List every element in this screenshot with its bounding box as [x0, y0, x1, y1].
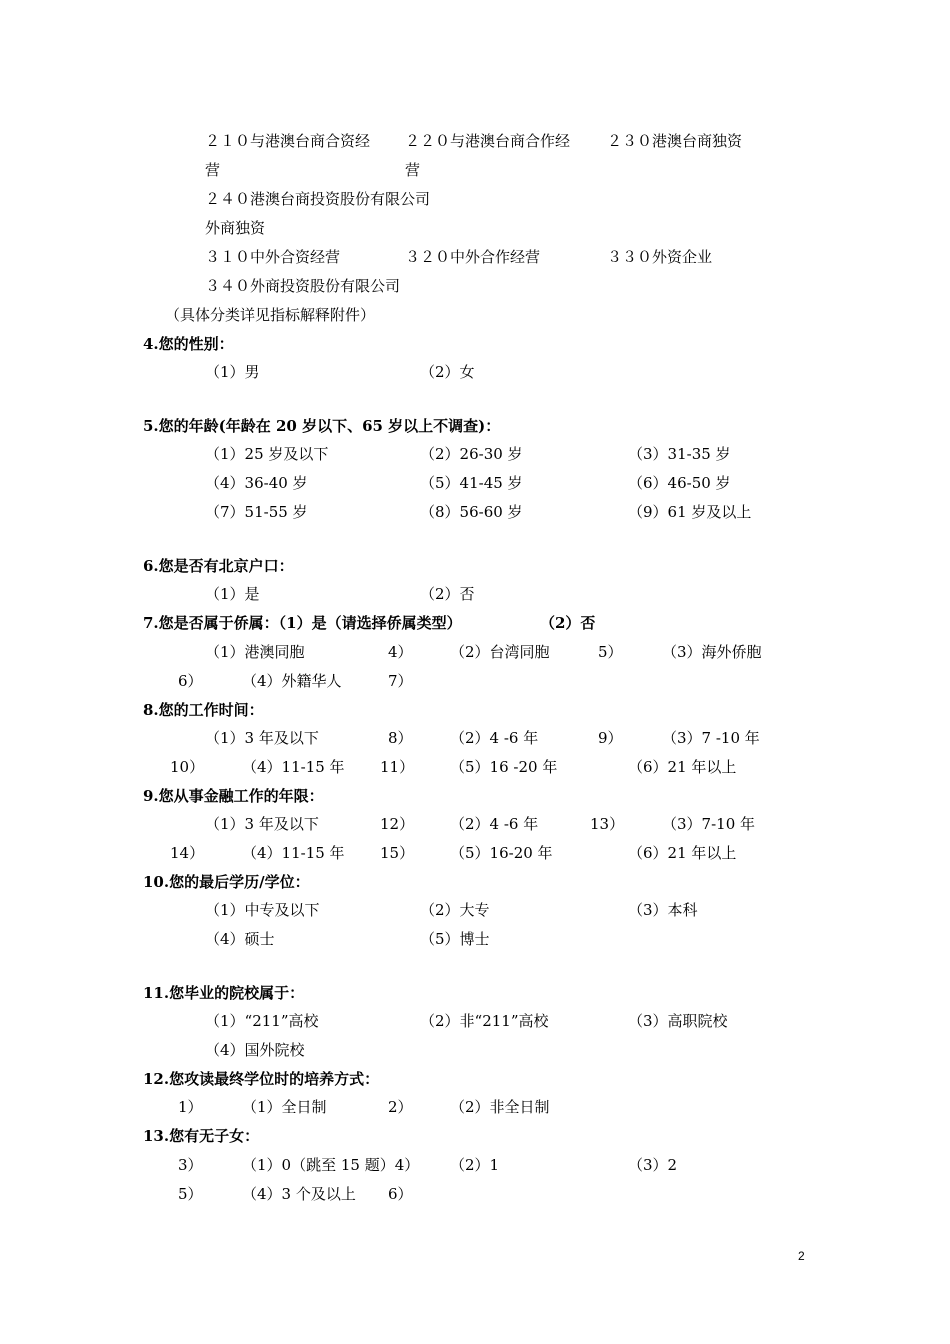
q13-marker: 5） [178, 1185, 203, 1203]
q8-marker: 8） [388, 729, 413, 747]
q5-option: （5）41-45 岁 [420, 474, 523, 492]
q8-option: （4）11-15 年 [242, 758, 345, 776]
code-340: ３４０外商投资股份有限公司 [205, 277, 401, 295]
q12-marker: 1） [178, 1098, 203, 1116]
q11-option: （3）高职院校 [628, 1012, 728, 1030]
q7-option: （2）台湾同胞 [450, 643, 550, 661]
q7-title: 7.您是否属于侨属：（1）是（请选择侨属类型） [143, 614, 462, 632]
q5-option: （6）46-50 岁 [628, 474, 731, 492]
q6-option: （2）否 [420, 585, 475, 603]
q8-marker: 11） [380, 758, 415, 776]
q11-title: 11.您毕业的院校属于： [143, 984, 305, 1002]
code-230: ２３０港澳台商独资 [607, 132, 743, 150]
q13-title: 13.您有无子女： [143, 1127, 260, 1145]
q11-option: （2）非“211”高校 [420, 1012, 549, 1030]
q9-option: （5）16-20 年 [450, 844, 553, 862]
q11-option: （4）国外院校 [205, 1041, 305, 1059]
q6-title: 6.您是否有北京户口： [143, 557, 294, 575]
q10-title: 10.您的最后学历/学位： [143, 873, 310, 891]
q5-option: （4）36-40 岁 [205, 474, 308, 492]
q5-option: （1）25 岁及以下 [205, 445, 329, 463]
q9-marker: 13） [590, 815, 625, 833]
q8-option: （1）3 年及以下 [205, 729, 319, 747]
q13-option: （4）3 个及以上 [242, 1185, 356, 1203]
q9-marker: 12） [380, 815, 415, 833]
q12-title: 12.您攻读最终学位时的培养方式： [143, 1070, 380, 1088]
q5-option: （8）56-60 岁 [420, 503, 523, 521]
q7-option: （1）港澳同胞 [205, 643, 305, 661]
q10-option: （1）中专及以下 [205, 901, 320, 919]
code-220: ２２０与港澳台商合作经 [405, 132, 571, 150]
q9-option: （6）21 年以上 [628, 844, 737, 862]
q4-title: 4.您的性别： [143, 335, 234, 353]
q5-option: （7）51-55 岁 [205, 503, 308, 521]
q7-option: （4）外籍华人 [242, 672, 342, 690]
q7-marker: 7） [388, 672, 413, 690]
q4-option: （1）男 [205, 363, 260, 381]
q10-option: （2）大专 [420, 901, 490, 919]
q7-marker: 4） [388, 643, 413, 661]
q10-option: （5）博士 [420, 930, 490, 948]
q6-option: （1）是 [205, 585, 260, 603]
q9-option: （3）7-10 年 [662, 815, 756, 833]
q5-option: （2）26-30 岁 [420, 445, 523, 463]
code-note: （具体分类详见指标解释附件） [165, 306, 376, 324]
code-210-wrap: 营 [205, 161, 221, 179]
q7-marker: 6） [178, 672, 203, 690]
q8-option: （6）21 年以上 [628, 758, 737, 776]
q11-option: （1）“211”高校 [205, 1012, 319, 1030]
code-210: ２１０与港澳台商合资经 [205, 132, 371, 150]
code-foreign-heading: 外商独资 [205, 219, 266, 237]
page-number: 2 [798, 1249, 805, 1263]
q9-marker: 15） [380, 844, 415, 862]
code-310: ３１０中外合资经营 [205, 248, 341, 266]
q8-option: （2）4 -6 年 [450, 729, 539, 747]
q13-option: （1）0（跳至 15 题）4） [242, 1156, 420, 1174]
q12-option: （1）全日制 [242, 1098, 327, 1116]
q10-option: （4）硕士 [205, 930, 275, 948]
q9-title: 9.您从事金融工作的年限： [143, 787, 324, 805]
q8-title: 8.您的工作时间： [143, 701, 264, 719]
code-330: ３３０外资企业 [607, 248, 713, 266]
q9-option: （4）11-15 年 [242, 844, 345, 862]
q13-marker: 3） [178, 1156, 203, 1174]
q13-option: （2）1 [450, 1156, 500, 1174]
q9-option: （1）3 年及以下 [205, 815, 319, 833]
q7-marker: 5） [598, 643, 623, 661]
q13-marker: 6） [388, 1185, 413, 1203]
q5-title: 5.您的年龄(年龄在 20 岁以下、65 岁以上不调查)： [143, 417, 501, 435]
q12-option: （2）非全日制 [450, 1098, 550, 1116]
q7-option: （3）海外侨胞 [662, 643, 762, 661]
q5-option: （3）31-35 岁 [628, 445, 731, 463]
q4-option: （2）女 [420, 363, 475, 381]
q9-marker: 14） [170, 844, 205, 862]
code-220-wrap: 营 [405, 161, 421, 179]
q8-option: （3）7 -10 年 [662, 729, 760, 747]
q7-title-no: （2）否 [540, 614, 596, 632]
code-240: ２４０港澳台商投资股份有限公司 [205, 190, 431, 208]
q5-option: （9）61 岁及以上 [628, 503, 752, 521]
q8-option: （5）16 -20 年 [450, 758, 558, 776]
code-320: ３２０中外合作经营 [405, 248, 541, 266]
q12-marker: 2） [388, 1098, 413, 1116]
q10-option: （3）本科 [628, 901, 698, 919]
q9-option: （2）4 -6 年 [450, 815, 539, 833]
q8-marker: 10） [170, 758, 205, 776]
q8-marker: 9） [598, 729, 623, 747]
q13-option: （3）2 [628, 1156, 678, 1174]
